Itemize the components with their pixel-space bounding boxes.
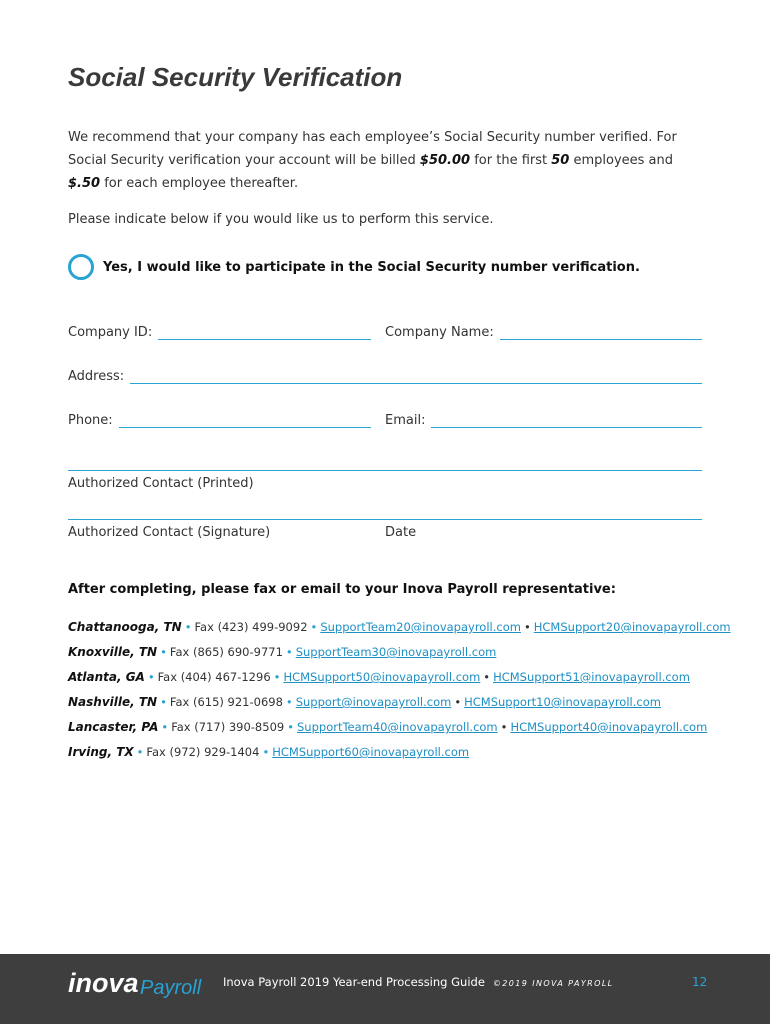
participate-radio[interactable]: [68, 254, 94, 280]
contact-printed-label: Authorized Contact (Printed): [68, 476, 254, 491]
date-label: Date: [385, 525, 417, 540]
email-input[interactable]: [431, 415, 702, 428]
email-link[interactable]: HCMSupport51@inovapayroll.com: [493, 670, 690, 684]
location-fax: Fax (717) 390-8509: [171, 720, 285, 734]
email-link[interactable]: HCMSupport40@inovapayroll.com: [510, 720, 708, 734]
location-row: [68, 745, 469, 759]
email-label: Email:: [385, 413, 426, 428]
phone-input[interactable]: [119, 415, 371, 428]
address-label: Address:: [68, 369, 125, 384]
bullet-separator: •: [310, 620, 318, 634]
address-input[interactable]: [130, 371, 702, 384]
phone-field[interactable]: [68, 413, 371, 428]
footer-guide: Inova Payroll 2019 Year-end Processing Guide: [223, 975, 485, 989]
company-id-field[interactable]: [68, 325, 371, 340]
bullet-separator: •: [285, 695, 293, 709]
bullet-separator: •: [160, 695, 167, 709]
svg-text:Payroll: Payroll: [140, 977, 202, 999]
email-link[interactable]: SupportTeam20@inovapayroll.com: [320, 620, 521, 634]
company-id-label: Company ID:: [68, 325, 153, 340]
location-city: Chattanooga, TN: [68, 620, 182, 634]
intro-paragraph: [68, 126, 708, 195]
inova-payroll-logo: [68, 966, 218, 1000]
location-city: Irving, TX: [68, 745, 134, 759]
count-first: 50: [551, 153, 570, 168]
svg-text:inova: inova: [68, 968, 139, 998]
location-row: [68, 720, 707, 734]
location-city: Nashville, TN: [68, 695, 158, 709]
footer: [0, 954, 770, 1024]
phone-label: Phone:: [68, 413, 113, 428]
email-link[interactable]: SupportTeam30@inovapayroll.com: [295, 645, 497, 659]
bullet-separator: •: [136, 745, 144, 759]
bullet-separator: •: [523, 620, 531, 634]
bullet-separator: •: [160, 645, 167, 659]
location-row: [68, 670, 690, 684]
location-city: Atlanta, GA: [68, 670, 145, 684]
email-link[interactable]: HCMSupport50@inovapayroll.com: [283, 670, 481, 684]
footer-copyright: ©2019 INOVA PAYROLL: [492, 979, 614, 988]
participate-option[interactable]: [68, 254, 640, 280]
location-fax: Fax (972) 929-1404: [146, 745, 260, 759]
contact-printed-line[interactable]: [68, 470, 702, 471]
bullet-separator: •: [287, 720, 294, 734]
instruction-paragraph: Please indicate below if you would like us to perform this service.: [68, 212, 494, 227]
company-name-field[interactable]: [385, 325, 702, 340]
contact-signature-label: Authorized Contact (Signature): [68, 525, 271, 540]
price-first: $50.00: [419, 153, 471, 168]
company-name-label: Company Name:: [385, 325, 494, 340]
location-fax: Fax (423) 499-9092: [194, 620, 308, 634]
address-field[interactable]: [68, 369, 702, 384]
bullet-separator: •: [161, 720, 169, 734]
email-link[interactable]: SupportTeam40@inovapayroll.com: [297, 720, 498, 734]
location-fax: Fax (615) 921-0698: [169, 695, 283, 709]
email-link[interactable]: Support@inovapayroll.com: [295, 695, 452, 709]
email-link[interactable]: HCMSupport10@inovapayroll.com: [464, 695, 661, 709]
intro-text-1: We recommend that your company has each employee’s Social Security number verified. For Social Security verification your account will be billed: [68, 130, 677, 168]
bullet-separator: •: [285, 645, 293, 659]
email-link[interactable]: HCMSupport60@inovapayroll.com: [272, 745, 470, 759]
location-fax: Fax (865) 690-9771: [169, 645, 283, 659]
bullet-separator: •: [483, 670, 491, 684]
location-fax: Fax (404) 467-1296: [157, 670, 271, 684]
bullet-separator: •: [454, 695, 462, 709]
location-row: [68, 645, 496, 659]
company-id-input[interactable]: [158, 327, 371, 340]
bullet-separator: •: [500, 720, 508, 734]
intro-text-2: for the first: [470, 153, 552, 168]
location-city: Knoxville, TN: [68, 645, 158, 659]
fax-heading: After completing, please fax or email to your Inova Payroll representative:: [68, 582, 616, 597]
bullet-separator: •: [273, 670, 281, 684]
email-field[interactable]: [385, 413, 702, 428]
email-link[interactable]: HCMSupport20@inovapayroll.com: [533, 620, 731, 634]
footer-guide-text: [223, 975, 614, 989]
bullet-separator: •: [184, 620, 192, 634]
intro-text-3: employees and: [569, 153, 674, 168]
page-number: 12: [692, 975, 708, 989]
bullet-separator: •: [147, 670, 155, 684]
location-city: Lancaster, PA: [68, 720, 159, 734]
bullet-separator: •: [262, 745, 270, 759]
price-each: $.50: [68, 176, 101, 191]
company-name-input[interactable]: [500, 327, 702, 340]
intro-text-4: for each employee thereafter.: [100, 176, 299, 191]
location-row: [68, 620, 731, 634]
page-title: Social Security Verification: [68, 62, 403, 92]
contact-signature-line[interactable]: [68, 519, 702, 520]
location-row: [68, 695, 661, 709]
participate-label: Yes, I would like to participate in the Social Security number verification.: [103, 259, 640, 275]
